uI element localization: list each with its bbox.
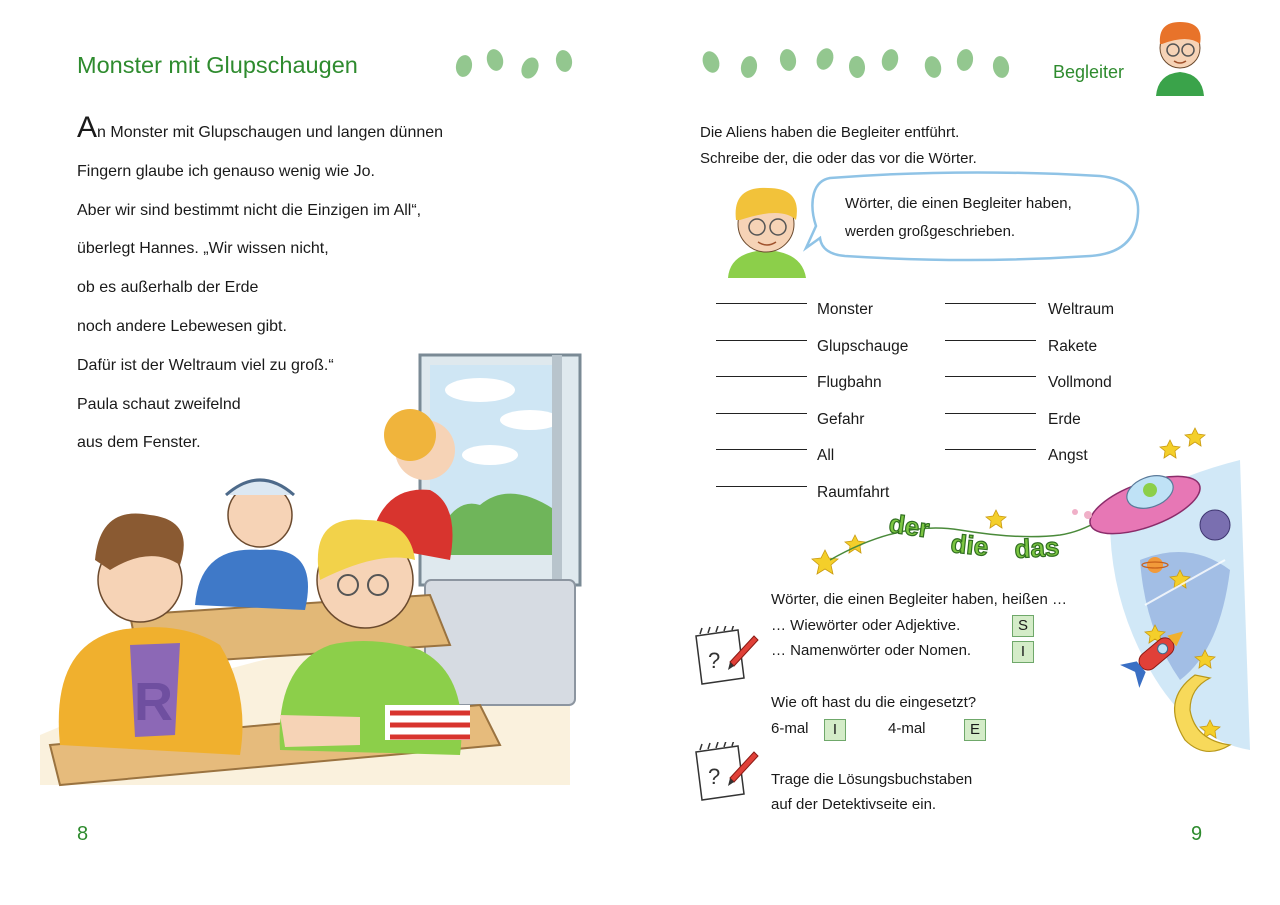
- exercise-word: Monster: [817, 301, 873, 318]
- bubble-line: werden großgeschrieben.: [845, 223, 1016, 240]
- exercise-word: Glupschauge: [817, 338, 909, 355]
- header-label: Begleiter: [1053, 62, 1125, 82]
- boy-avatar-icon: [1148, 14, 1212, 96]
- story-line: Fingern glaube ich genauso wenig wie Jo.: [77, 162, 375, 180]
- story-line: ob es außerhalb der Erde: [77, 279, 259, 297]
- story-line: [77, 111, 444, 153]
- question-1: Wörter, die einen Begleiter haben, heißen …: [771, 591, 1068, 608]
- notepad-pencil-icon: [690, 742, 760, 804]
- svg-text:?: ?: [708, 648, 721, 673]
- exercise-word: All: [817, 447, 835, 464]
- answer-box-i[interactable]: I: [824, 719, 846, 741]
- page-number-left: 8: [77, 823, 89, 845]
- article-die: die: [949, 528, 990, 562]
- instructions: [700, 120, 977, 172]
- exercise-word: Angst: [1048, 447, 1088, 464]
- story-line: Aber wir sind bestimmt nicht die Einzigen im All“,: [77, 201, 422, 219]
- exercise-word: Gefahr: [817, 411, 865, 428]
- sweater-letter: R: [134, 672, 173, 732]
- exercise-word: Rakete: [1048, 338, 1098, 355]
- fingerprint-trail-icon: [450, 44, 590, 84]
- exercise-word: Flugbahn: [817, 374, 882, 391]
- exercise-word: Raumfahrt: [817, 484, 890, 501]
- article-blank[interactable]: [716, 449, 807, 450]
- article-der: der: [887, 508, 932, 544]
- story-line: Paula schaut zweifelnd: [77, 395, 241, 413]
- page-title: Monster mit Glupschaugen: [77, 52, 358, 78]
- article-blank[interactable]: [945, 413, 1036, 414]
- exercise-word: Weltraum: [1048, 301, 1115, 318]
- story-line: aus dem Fenster.: [77, 434, 201, 452]
- article-blank[interactable]: [716, 376, 807, 377]
- article-blank[interactable]: [945, 303, 1036, 304]
- answer-box-i[interactable]: I: [1012, 641, 1034, 663]
- classroom-illustration: [30, 345, 600, 805]
- final-instruction-1: Trage die Lösungsbuchstaben: [771, 771, 973, 788]
- exercise-word: Erde: [1048, 411, 1081, 428]
- answer-box-e[interactable]: E: [964, 719, 986, 741]
- story-line: noch andere Lebewesen gibt.: [77, 317, 287, 335]
- article-blank[interactable]: [716, 486, 807, 487]
- svg-text:?: ?: [708, 764, 721, 789]
- story-line: überlegt Hannes. „Wir wissen nicht,: [77, 240, 329, 258]
- story-line: Dafür ist der Weltraum viel zu groß.“: [77, 356, 334, 374]
- option-1: … Wiewörter oder Adjektive.: [771, 617, 961, 634]
- article-blank[interactable]: [945, 376, 1036, 377]
- article-blank[interactable]: [945, 340, 1036, 341]
- article-blank[interactable]: [716, 340, 807, 341]
- instruction-line: Schreibe der, die oder das vor die Wörter.: [700, 150, 977, 167]
- article-blank[interactable]: [716, 413, 807, 414]
- story-first-line: n Monster mit Glupschaugen und langen dünnen: [97, 124, 444, 141]
- page-number-right: 9: [1191, 823, 1203, 845]
- option-2: … Namenwörter oder Nomen.: [771, 642, 972, 659]
- exercise-word: Vollmond: [1048, 374, 1112, 391]
- final-instruction-2: auf der Detektivseite ein.: [771, 796, 937, 813]
- instruction-line: Die Aliens haben die Begleiter entführt.: [700, 124, 960, 141]
- count-1: 6-mal: [771, 720, 809, 737]
- bubble-text: [845, 190, 1072, 246]
- drop-cap: A: [77, 111, 98, 144]
- answer-box-s[interactable]: S: [1012, 615, 1034, 637]
- bubble-line: Wörter, die einen Begleiter haben,: [845, 195, 1072, 212]
- notepad-pencil-icon: [690, 626, 760, 688]
- fingerprint-trail-icon: [695, 44, 1025, 84]
- article-das: das: [1013, 531, 1061, 564]
- count-2: 4-mal: [888, 720, 926, 737]
- question-2: Wie oft hast du die eingesetzt?: [771, 694, 977, 711]
- article-blank[interactable]: [716, 303, 807, 304]
- child-face-icon: [722, 180, 810, 278]
